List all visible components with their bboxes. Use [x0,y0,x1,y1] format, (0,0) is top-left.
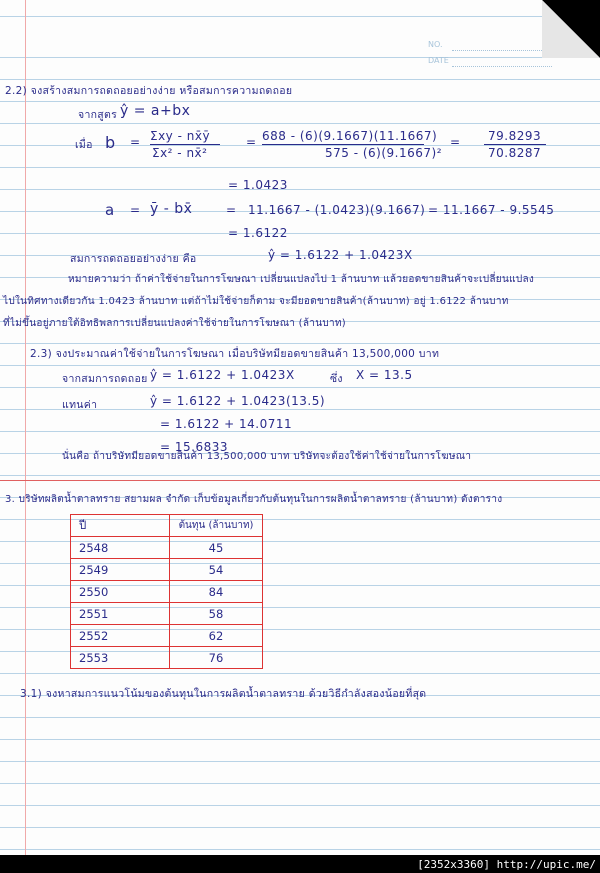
s22-b-sub-fraction-bar [262,144,424,145]
cost-table [70,514,263,669]
s22-eq-2: = [246,135,257,149]
table-cell-year: 2553 [71,647,170,669]
table-cell-cost: 76 [170,647,263,669]
s23-from-label: จากสมการถดถอย [62,373,148,385]
s22-eq-4: = [130,203,141,217]
s22-meaning-line-1: หมายความว่า ถ้าค่าใช้จ่ายในการโฆษณา เปลี่ยนแปลงไป 1 ล้านบาท แล้วยอดขายสินค้าจะเปลี่ยนแปลง [68,274,535,285]
s23-sub-line-2: = 1.6122 + 14.0711 [160,417,293,431]
s22-b-sub-numerator: 688 - (6)(9.1667)(11.1667) [262,129,438,143]
s22-b-frac-bar [484,144,546,145]
table-header-cost: ต้นทุน (ล้านบาท) [170,515,263,537]
table-cell-cost: 84 [170,581,263,603]
s23-substitute-label: แทนค่า [62,399,98,411]
margin-line [25,0,26,855]
table-cell-year: 2549 [71,559,170,581]
table-cell-cost: 54 [170,559,263,581]
table-cell-cost: 58 [170,603,263,625]
s22-formula-label: จากสูตร [78,109,118,121]
s22-b-numerator: Σxy - nx̄ȳ [150,129,211,143]
s22-heading: 2.2) จงสร้างสมการถดถอยอย่างง่าย หรือสมการความถดถอย [5,85,293,97]
s22-a-value: = 1.6122 [228,226,288,240]
table-cell-cost: 45 [170,537,263,559]
header-date-label: DATE [428,56,449,65]
table-cell-year: 2550 [71,581,170,603]
s22-b-sub-denominator: 575 - (6)(9.1667)² [325,146,443,160]
s22-b-fraction-bar [150,144,220,145]
s23-equation: ŷ = 1.6122 + 1.0423X [150,368,295,382]
header-no-line [452,50,552,51]
s23-heading: 2.3) จงประมาณค่าใช้จ่ายในการโฆษณา เมื่อบริษัทมียอดขายสินค้า 13,500,000 บาท [30,348,440,360]
table-header-row [71,515,263,537]
s22-a-sub: 11.1667 - (1.0423)(9.1667) [248,203,426,217]
table-row [71,625,263,647]
s22-equation-label: สมการถดถอยอย่างง่าย คือ [70,253,197,265]
table-row [71,581,263,603]
header-date-line [452,66,552,67]
table-cell-year: 2548 [71,537,170,559]
header-no-label: NO. [428,40,443,49]
s3-question-3-1: 3.1) จงหาสมการแนวโน้มของต้นทุนในการผลิตน้ำตาลทราย ด้วยวิธีกำลังสองน้อยที่สุด [20,688,427,700]
table-cell-cost: 62 [170,625,263,647]
s3-heading: 3. บริษัทผลิตน้ำตาลทราย สยามผล จำกัด เก็บข้อมูลเกี่ยวกับต้นทุนในการผลิตน้ำตาลทราย (ล้านบาท) ดังตาราง [5,494,503,505]
s22-equation-result: ŷ = 1.6122 + 1.0423X [268,248,413,262]
table-row [71,603,263,625]
s22-b-frac-denominator: 70.8287 [488,146,542,160]
s23-x-value: X = 13.5 [356,368,413,382]
s22-b-denominator: Σx² - nx̄² [152,146,208,160]
image-watermark-caption: [2352x3360] http://upic.me/ [417,858,596,871]
s22-b-value: = 1.0423 [228,178,288,192]
s22-eq-3: = [450,135,461,149]
s22-when-label: เมื่อ [75,139,93,151]
s23-sub-line-1: ŷ = 1.6122 + 1.0423(13.5) [150,394,326,408]
s23-where-label: ซึ่ง [330,373,343,385]
s23-sub-line-3: = 15.6833 [160,440,228,454]
s22-b-var: b [105,133,116,152]
s22-meaning-line-3: ที่ไม่ขึ้นอยู่ภายใต้อิทธิพลการเปลี่ยนแปลงค่าใช้จ่ายในการโฆษณา (ล้านบาท) [3,318,347,329]
s23-conclusion: นั่นคือ ถ้าบริษัทมียอดขายสินค้า 13,500,000 บาท บริษัทจะต้องใช้ค่าใช้จ่ายในการโฆษณา [62,451,472,462]
s22-eq-1: = [130,135,141,149]
s22-formula: ŷ = a+bx [120,103,191,119]
table-row [71,537,263,559]
table-cell-year: 2552 [71,625,170,647]
s22-a-sub2: = 11.1667 - 9.5545 [428,203,555,217]
table-header-year: ปี [71,515,170,537]
table-cell-year: 2551 [71,603,170,625]
s22-a-expr: ȳ - bx̄ [150,201,193,217]
page-corner-fold-back [542,0,600,58]
s22-a-var: a [105,201,115,219]
table-row [71,647,263,669]
s22-meaning-line-2: ไปในทิศทางเดียวกัน 1.0423 ล้านบาท แต่ถ้าไม่ใช้จ่ายก็ตาม จะมียอดขายสินค้า(ล้านบาท) อยู่ 1.6122 ล้านบาท [3,296,509,307]
s22-eq-5: = [226,203,237,217]
section-divider [0,480,600,481]
s22-b-frac-numerator: 79.8293 [488,129,542,143]
table-row [71,559,263,581]
